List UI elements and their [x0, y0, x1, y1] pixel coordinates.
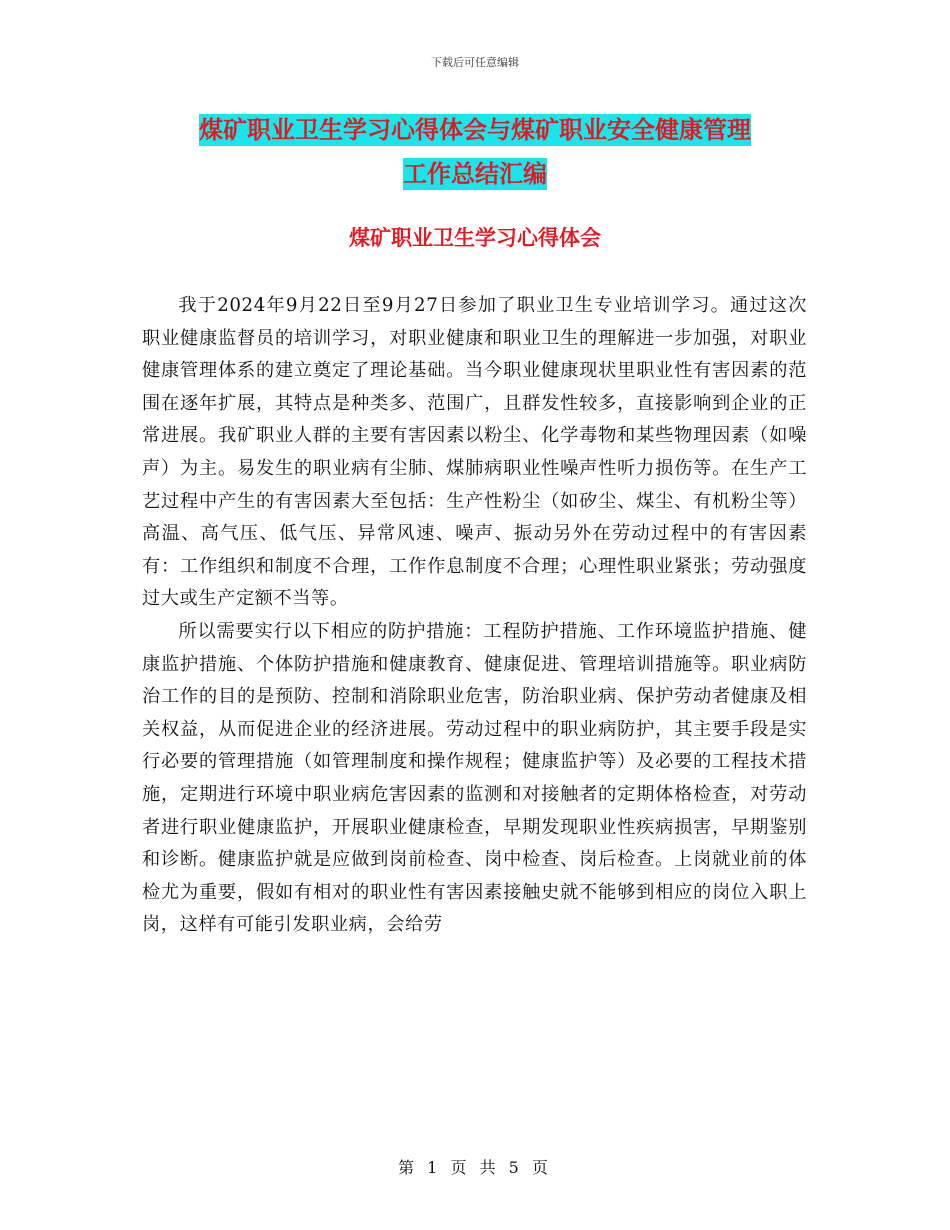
body-text	[142, 290, 807, 942]
document-title-line-1: 煤矿职业卫生学习心得体会与煤矿职业安全健康管理	[199, 116, 751, 144]
paragraph: 所以需要实行以下相应的防护措施：工程防护措施、工作环境监护措施、健康监护措施、个体防护措施和健康教育、健康促进、管理培训措施等。职业病防治工作的目的是预防、控制和消除职业危害，防治职业病、保护劳动者健康及相关权益，从而促进企业的经济进展。劳动过程中的职业病防护，其主要手段是实行必要的管理措施（如管理制度和操作规程；健康监护等）及必要的工程技术措施，定期进行环境中职业病危害因素的监测和对接触者的定期体格检查，对劳动者进行职业健康监护，开展职业健康检查，早期发现职业性疾病损害，早期鉴别和诊断。健康监护就是应做到岗前检查、岗中检查、岗后检查。上岗就业前的体检尤为重要，假如有相对的职业性有害因素接触史就不能够到相应的岗位入职上岗，这样有可能引发职业病，会给劳	[142, 620, 807, 936]
document-title-line-2: 工作总结汇编	[403, 160, 547, 188]
document-title	[140, 108, 810, 196]
header-note: 下载后可任意编辑	[431, 56, 519, 69]
paragraph: 我于2024年9月22日至9月27日参加了职业卫生专业培训学习。通过这次职业健康监督员的培训学习，对职业健康和职业卫生的理解进一步加强，对职业健康管理体系的建立奠定了理论基础。当今职业健康现状里职业性有害因素的范围在逐年扩展，其特点是种类多、范围广，且群发性较多，直接影响到企业的正常进展。我矿职业人群的主要有害因素以粉尘、化学毒物和某些物理因素（如噪声）为主。易发生的职业病有尘肺、煤肺病职业性噪声性听力损伤等。在生产工艺过程中产生的有害因素大至包括：生产性粉尘（如矽尘、煤尘、有机粉尘等）高温、高气压、低气压、异常风速、噪声、振动另外在劳动过程中的有害因素有：工作组织和制度不合理，工作作息制度不合理；心理性职业紧张；劳动强度过大或生产定额不当等。	[142, 295, 807, 610]
page-number-footer: 第 1 页 共 5 页	[398, 1158, 552, 1177]
section-title: 煤矿职业卫生学习心得体会	[349, 226, 601, 250]
